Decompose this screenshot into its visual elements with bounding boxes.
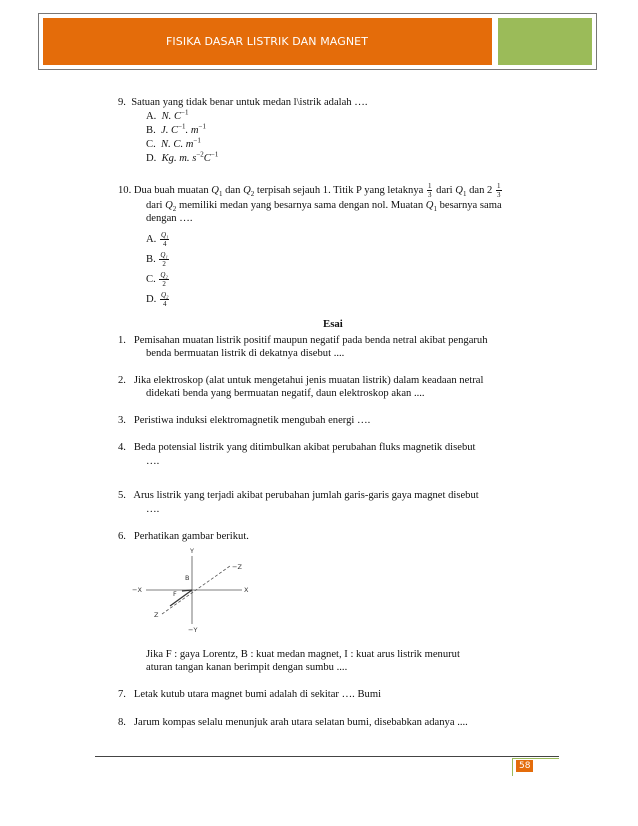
esai-item-8: 8. Jarum kompas selalu menunjuk arah utara selatan bumi, disebabkan adanya .... [118,717,468,728]
footer-rule [95,756,559,757]
label-b: B [185,574,190,582]
fraction-one-third-2: $\frac{1}{3}$ [497,182,501,199]
label-z: Z [154,611,159,619]
section-title-esai: Esai [323,318,343,330]
q9-stem: 9. Satuan yang tidak benar untuk medan l\istrik adalah …. [118,97,368,108]
label-y: Y [190,547,194,555]
esai-item-1: 1. Pemisahan muatan listrik positif maupun negatif pada benda netral akibat pengaruh [118,335,488,346]
q9-option-d: D. Kg. m. $s^{-2}C^{-1}$ [146,150,219,164]
q10-option-d: D. $\frac{\text{Q₂}}{4}$ [146,291,169,308]
q10-line-2: dari $Q_2$ memiliki medan yang besarnya sama dengan nol. Muatan $Q_1$ besarnya sama [146,200,502,214]
q6-note-line-1: Jika F : gaya Lorentz, B : kuat medan magnet, I : kuat arus listrik menurut [146,649,460,660]
q10-line-1: 10. Dua buah muatan $Q_1$ dan $Q_2$ terpisah sejauh 1. Titik P yang letaknya $\frac{1}{3}$ dari $Q_1$ dan 2 $\frac{1}{3}$ [118,182,501,199]
esai-item-2: 2. Jika elektroskop (alat untuk mengetahui jenis muatan listrik) dalam keadaan netral [118,375,484,386]
fraction-one-third: $\frac{1}{3}$ [427,182,432,199]
page-header-title: FISIKA DASAR LISTRIK DAN MAGNET [166,35,369,48]
header-accent-block [498,18,592,65]
q10-option-a: A. $\frac{\text{Q₁}}{4}$ [146,231,169,248]
q9-option-a: A. N. $C^{-1}$ [146,108,189,122]
q9-option-b: B. J. $C^{-1}$. $m^{-1}$ [146,122,206,136]
esai-item-2-cont: didekati benda yang bermuatan negatif, daun elektroskop akan .... [146,388,425,399]
esai-item-6: 6. Perhatikan gambar berikut. [118,531,249,542]
q10-option-c: C. $\frac{\text{Q₂}}{2}$ [146,271,168,288]
label-neg-x: −X [132,586,142,594]
esai-item-5-cont: …. [146,504,160,515]
label-x: X [244,586,249,594]
label-neg-y: −Y [188,626,198,634]
esai-item-4-cont: …. [146,456,160,467]
esai-item-1-cont: benda bermuatan listrik di dekatnya disebut .... [146,348,345,359]
q10-option-b: B. $\frac{\text{Q₁}}{2}$ [146,251,168,268]
esai-item-3: 3. Peristiwa induksi elektromagnetik mengubah energi …. [118,415,371,426]
esai-item-7: 7. Letak kutub utara magnet bumi adalah di sekitar …. Bumi [118,689,382,700]
label-neg-z: −Z [232,563,242,571]
q10-line-3: dengan …. [146,213,193,224]
label-f: F [173,590,177,598]
q6-note-line-2: aturan tangan kanan berimpit dengan sumbu .... [146,662,348,673]
q9-option-c: C. N. C. $m^{-1}$ [146,136,201,150]
page-number: 58 [516,760,533,772]
esai-item-5: 5. Arus listrik yang terjadi akibat perubahan jumlah garis-garis gaya magnet disebut [118,490,479,501]
esai-item-4: 4. Beda potensial listrik yang ditimbulkan akibat perubahan fluks magnetik disebut [118,442,476,453]
axes-diagram [120,544,260,636]
